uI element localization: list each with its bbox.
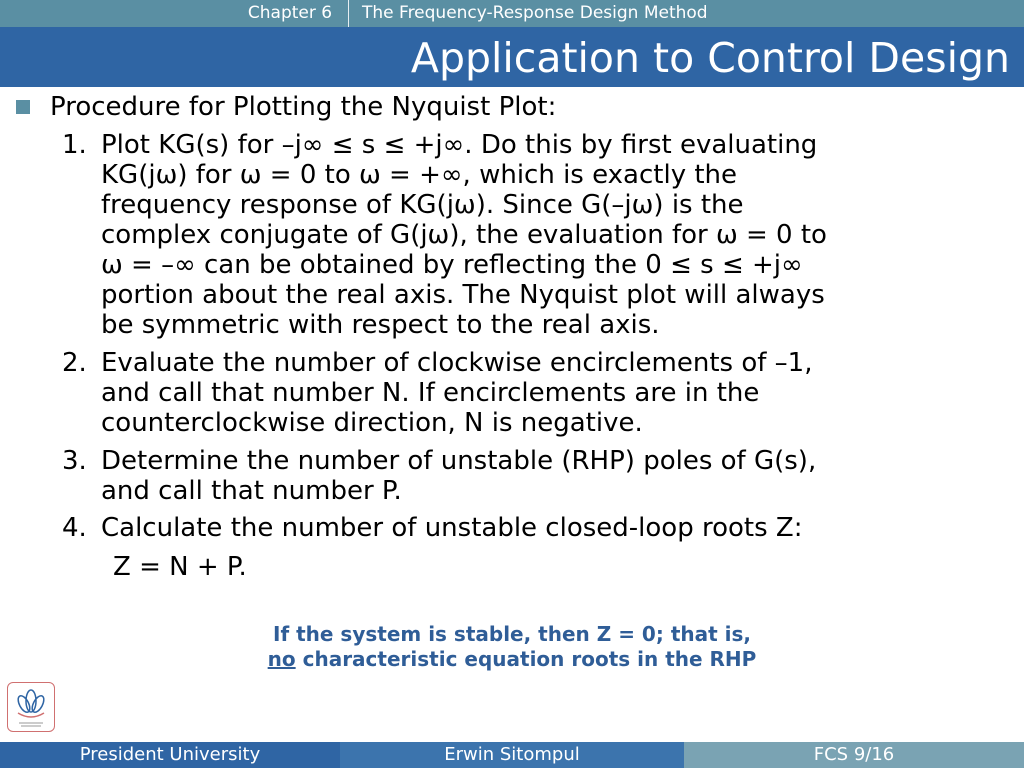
item-line: KG(jω) for ω = 0 to ω = +∞, which is exactly the bbox=[101, 160, 738, 190]
chapter-label: Chapter 6 bbox=[232, 0, 349, 27]
item-line: Evaluate the number of clockwise encirclements of –1, bbox=[101, 348, 813, 378]
footer-author: Erwin Sitompul bbox=[340, 742, 684, 768]
item-line: complex conjugate of G(jω), the evaluation for ω = 0 to bbox=[101, 220, 827, 250]
procedure-heading: Procedure for Plotting the Nyquist Plot: bbox=[50, 92, 557, 122]
item-line: counterclockwise direction, N is negative. bbox=[101, 408, 643, 438]
list-item bbox=[101, 130, 1001, 340]
item-line: portion about the real axis. The Nyquist plot will always bbox=[101, 280, 825, 310]
item-1-number: 1. bbox=[62, 130, 87, 160]
list-item bbox=[101, 513, 1001, 543]
title-bar bbox=[0, 27, 1024, 87]
item-3-number: 3. bbox=[62, 446, 87, 476]
chapter-subject: The Frequency-Response Design Method bbox=[362, 3, 708, 23]
note-line-2 bbox=[0, 647, 1024, 672]
item-4-number: 4. bbox=[62, 513, 87, 543]
item-line: frequency response of KG(jω). Since G(–jω) is the bbox=[101, 190, 744, 220]
note-line-1: If the system is stable, then Z = 0; that is, bbox=[273, 622, 751, 646]
footer-page: FCS 9/16 bbox=[684, 742, 1024, 768]
item-line: Plot KG(s) for –j∞ ≤ s ≤ +j∞. Do this by first evaluating bbox=[101, 130, 818, 160]
bullet-square-icon bbox=[16, 100, 30, 114]
note-underlined-word: no bbox=[267, 647, 296, 671]
item-line: and call that number N. If encirclements are in the bbox=[101, 378, 760, 408]
lotus-logo-icon bbox=[8, 683, 54, 731]
item-line: and call that number P. bbox=[101, 476, 402, 506]
list-item bbox=[101, 348, 1001, 438]
stability-note bbox=[0, 622, 1024, 672]
item-line: ω = –∞ can be obtained by reflecting the 0 ≤ s ≤ +j∞ bbox=[101, 250, 803, 280]
note-line-2-text: characteristic equation roots in the RHP bbox=[295, 647, 757, 671]
footer-bar bbox=[0, 742, 1024, 768]
footer-university: President University bbox=[0, 742, 340, 768]
item-2-number: 2. bbox=[62, 348, 87, 378]
university-logo bbox=[7, 682, 55, 732]
slide-title: Application to Control Design bbox=[410, 34, 1010, 82]
item-line: Calculate the number of unstable closed-loop roots Z: bbox=[101, 513, 803, 543]
closed-loop-equation: Z = N + P. bbox=[113, 552, 247, 582]
chapter-bar bbox=[0, 0, 1024, 27]
item-line: be symmetric with respect to the real axis. bbox=[101, 310, 660, 340]
item-line: Determine the number of unstable (RHP) poles of G(s), bbox=[101, 446, 817, 476]
list-item bbox=[101, 446, 1001, 506]
